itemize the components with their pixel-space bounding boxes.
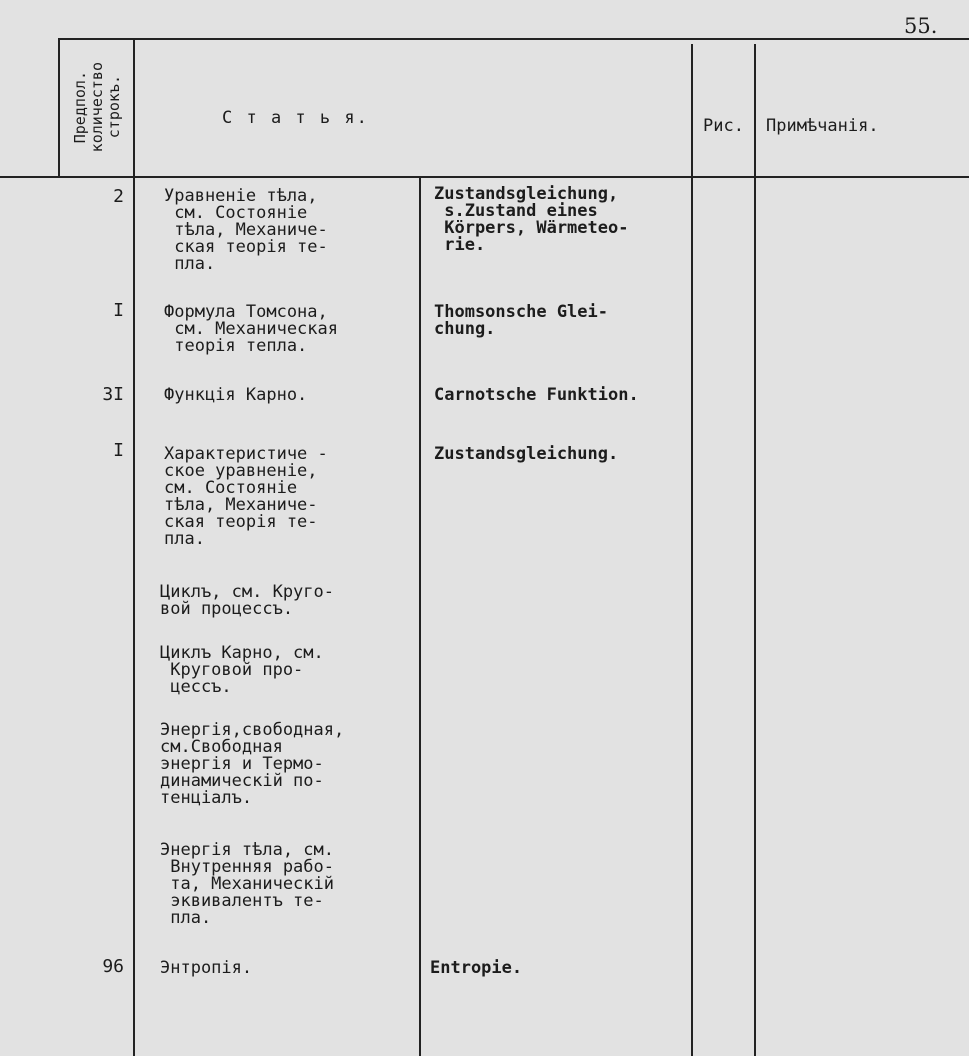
row-count: 2 (113, 186, 124, 207)
russian-term: Энтропія. (160, 958, 253, 978)
russian-term: Энергія,свободная, см.Свободная энергія и Термо- динамическій по- тенціалъ. (160, 720, 345, 808)
column-divider-notes (754, 44, 756, 1056)
row-count: 96 (102, 956, 124, 977)
count-header-line: количество (87, 61, 106, 153)
header-bottom-border (0, 176, 969, 178)
count-column-header-block (64, 38, 130, 176)
row-count: 3I (102, 384, 124, 405)
article-column-header: С т а т ь я. (222, 108, 369, 128)
russian-term: Формула Томсона, см. Механическая теорія тепла. (164, 302, 338, 356)
german-term: Thomsonsche Glei- chung. (434, 302, 608, 339)
german-term: Entropie. (430, 958, 523, 978)
page-number: 55. (904, 14, 938, 38)
notes-column-header: Примѣчанія. (766, 116, 879, 136)
table-top-border (58, 38, 969, 40)
row-count: I (113, 440, 124, 461)
figure-column-header: Рис. (703, 116, 744, 136)
column-divider-left (58, 38, 60, 178)
german-term: Zustandsgleichung. (434, 444, 619, 464)
russian-term: Циклъ, см. Круго- вой процессъ. (160, 582, 334, 619)
row-count: I (113, 300, 124, 321)
german-term: Zustandsgleichung, s.Zustand eines Körpers, Wärmeteo- rie. (434, 184, 629, 255)
russian-term: Энергія тѣла, см. Внутренняя рабо- та, Механическій эквивалентъ те- пла. (160, 840, 334, 928)
column-divider-german (419, 176, 421, 1056)
column-divider-count (133, 38, 135, 1056)
german-term: Carnotsche Funktion. (434, 385, 639, 405)
count-header-line: строкъ. (104, 75, 123, 139)
russian-term: Характеристиче - ское уравненіе, см. Состояніе тѣла, Механиче- ская теорія те- пла. (164, 444, 328, 549)
russian-term: Функція Карно. (164, 385, 308, 405)
russian-term: Циклъ Карно, см. Круговой про- цессъ. (160, 643, 324, 697)
column-divider-fig (691, 44, 693, 1056)
count-header-line: Предпол. (70, 70, 89, 144)
russian-term: Уравненіе тѣла, см. Состояніе тѣла, Механиче- ская теорія те- пла. (164, 186, 328, 274)
